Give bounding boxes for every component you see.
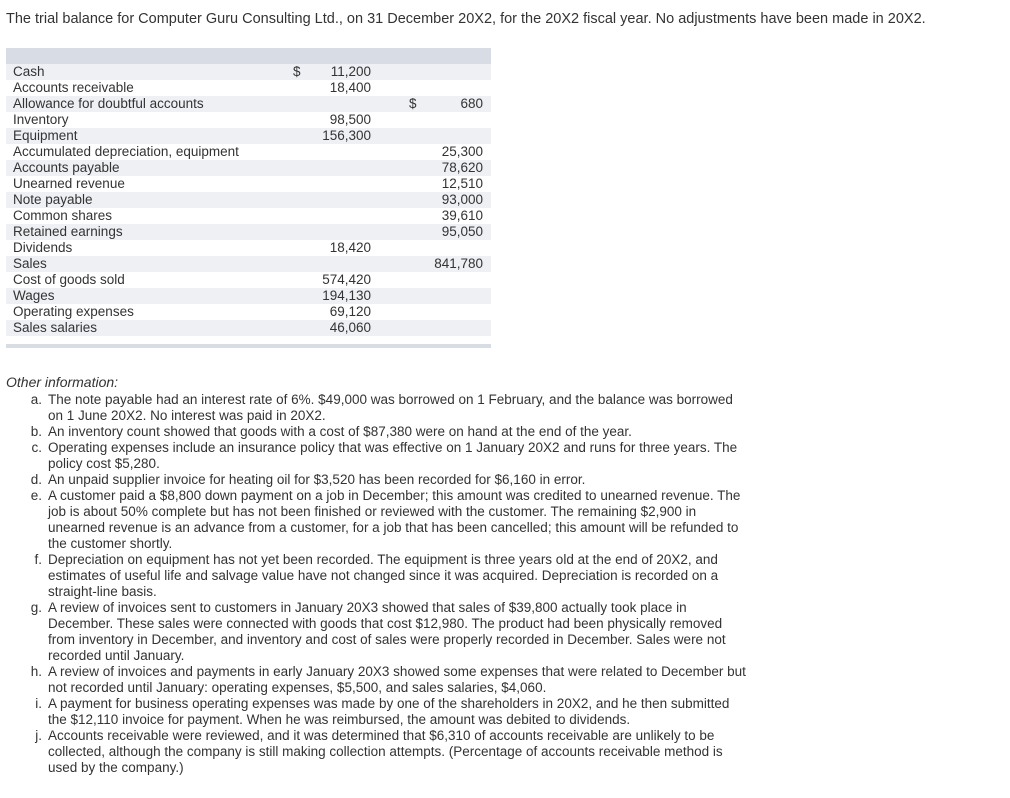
item-marker: f. <box>34 552 42 567</box>
column-gap <box>371 272 409 288</box>
credit-currency-symbol <box>409 112 425 128</box>
debit-amount: 18,420 <box>329 240 371 255</box>
account-name: Common shares <box>13 208 113 223</box>
trial-balance-row <box>6 128 491 144</box>
credit-amount <box>425 80 491 96</box>
column-gap <box>371 320 409 336</box>
item-text: The note payable had an interest rate of 6%. $49,000 was borrowed on 1 February, and the balance was borrowed on 1 June 20X2. No interest was paid in 20X2. <box>48 392 733 423</box>
trial-balance-header-bar <box>6 48 491 64</box>
credit-currency-symbol <box>409 192 425 208</box>
debit-currency-symbol <box>293 144 309 160</box>
credit-currency-symbol <box>409 224 425 240</box>
account-name: Accumulated depreciation, equipment <box>13 144 239 159</box>
trial-balance-row <box>6 80 491 96</box>
debit-amount: 18,400 <box>329 80 371 95</box>
trial-balance <box>6 48 491 336</box>
account-name: Dividends <box>13 240 73 255</box>
credit-amount <box>425 240 491 256</box>
other-information-item <box>30 392 746 424</box>
trial-balance-row <box>6 288 491 304</box>
other-information-item <box>30 664 746 696</box>
other-information-item <box>30 472 746 488</box>
debit-currency-symbol <box>293 288 309 304</box>
item-marker: i. <box>35 696 42 711</box>
trial-balance-table <box>6 64 491 336</box>
other-information-item <box>34 552 746 600</box>
debit-currency-symbol <box>293 160 309 176</box>
debit-amount <box>309 144 371 160</box>
item-text: Accounts receivable were reviewed, and it was determined that $6,310 of accounts receivable are unlikely to be collected, although the company is still making collection attempts. (Percentage of accounts receivable method is used by the company.) <box>48 728 723 775</box>
column-gap <box>371 80 409 96</box>
debit-currency-symbol <box>293 240 309 256</box>
debit-currency-symbol <box>293 112 309 128</box>
debit-amount <box>309 96 371 112</box>
account-name: Operating expenses <box>13 304 134 319</box>
column-gap <box>371 64 409 80</box>
item-text: Operating expenses include an insurance policy that was effective on 1 January 20X2 and runs for three years. The policy cost $5,280. <box>48 440 738 471</box>
debit-currency-symbol <box>293 256 309 272</box>
column-gap <box>371 96 409 112</box>
credit-amount <box>425 288 491 304</box>
trial-balance-row <box>6 320 491 336</box>
credit-amount <box>425 112 491 128</box>
item-marker: d. <box>30 472 42 487</box>
debit-amount: 46,060 <box>309 320 371 336</box>
other-information-item <box>30 600 746 664</box>
trial-balance-row <box>6 112 491 128</box>
trial-balance-row <box>6 96 491 112</box>
credit-currency-symbol <box>409 272 425 288</box>
column-gap <box>371 256 409 272</box>
credit-amount <box>425 128 491 144</box>
item-text: A review of invoices sent to customers in January 20X3 showed that sales of $39,800 actually took place in December. These sales were connected with goods that cost $12,980. The product had been physically removed from inventory in December, and inventory and cost of sales were properly recorded in December. Sales were not recorded until January. <box>48 600 726 663</box>
debit-currency-symbol: $ <box>293 64 309 80</box>
debit-amount <box>309 224 371 240</box>
trial-balance-footer-bar <box>6 344 491 348</box>
other-information-item <box>35 696 746 728</box>
debit-currency-symbol <box>293 176 309 192</box>
trial-balance-row <box>6 144 491 160</box>
account-name: Allowance for doubtful accounts <box>6 96 293 112</box>
credit-currency-symbol <box>409 320 425 336</box>
credit-currency-symbol: $ <box>409 96 425 112</box>
other-information-item <box>35 728 746 776</box>
item-text: An unpaid supplier invoice for heating oil for $3,520 has been recorded for $6,160 in error. <box>48 472 586 487</box>
credit-amount: 39,610 <box>441 208 483 223</box>
account-name: Accounts payable <box>6 160 293 176</box>
other-information-item <box>30 424 746 440</box>
account-name: Unearned revenue <box>13 176 125 191</box>
column-gap <box>371 208 409 224</box>
credit-amount: 78,620 <box>425 160 491 176</box>
item-text: An inventory count showed that goods with a cost of $87,380 were on hand at the end of the year. <box>48 424 632 439</box>
item-text: A payment for business operating expenses was made by one of the shareholders in 20X2, and he then submitted the $12,110 invoice for payment. When he was reimbursed, the amount was debited to dividends. <box>48 696 730 727</box>
debit-currency-symbol <box>293 208 309 224</box>
item-text: A customer paid a $8,800 down payment on a job in December; this amount was credited to unearned revenue. The job is about 50% complete but has not been finished or reviewed with the customer. The remaining $2,900 in unearned revenue is an advance from a customer, for a job that has been cancelled; this amount will be refunded to the customer shortly. <box>48 488 741 551</box>
other-information-list <box>6 392 746 776</box>
item-marker: g. <box>30 600 42 615</box>
account-name: Sales salaries <box>6 320 293 336</box>
column-gap <box>371 192 409 208</box>
credit-currency-symbol <box>409 144 425 160</box>
column-gap <box>371 304 409 320</box>
item-marker: b. <box>30 424 42 439</box>
trial-balance-row <box>6 192 491 208</box>
account-name: Accounts receivable <box>13 80 134 95</box>
credit-currency-symbol <box>409 240 425 256</box>
other-information-item <box>31 440 746 472</box>
account-name: Wages <box>6 288 293 304</box>
trial-balance-row <box>6 240 491 256</box>
credit-currency-symbol <box>409 288 425 304</box>
trial-balance-row <box>6 176 491 192</box>
credit-amount: 841,780 <box>425 256 491 272</box>
other-information-item <box>30 488 746 552</box>
credit-currency-symbol <box>409 80 425 96</box>
trial-balance-row <box>6 64 491 80</box>
debit-amount: 98,500 <box>329 112 371 127</box>
credit-currency-symbol <box>409 176 425 192</box>
column-gap <box>371 144 409 160</box>
account-name: Retained earnings <box>6 224 293 240</box>
credit-amount: 12,510 <box>441 176 483 191</box>
credit-amount <box>425 272 491 288</box>
account-name: Sales <box>6 256 293 272</box>
credit-amount <box>425 64 491 80</box>
debit-currency-symbol <box>293 320 309 336</box>
debit-amount: 156,300 <box>309 128 371 144</box>
debit-amount <box>309 256 371 272</box>
debit-currency-symbol <box>293 272 309 288</box>
credit-amount: 93,000 <box>425 192 491 208</box>
debit-currency-symbol <box>293 224 309 240</box>
debit-amount <box>309 208 371 224</box>
credit-currency-symbol <box>409 64 425 80</box>
credit-currency-symbol <box>409 160 425 176</box>
debit-currency-symbol <box>293 128 309 144</box>
credit-amount <box>425 304 491 320</box>
account-name: Note payable <box>6 192 293 208</box>
column-gap <box>371 176 409 192</box>
column-gap <box>371 240 409 256</box>
trial-balance-row <box>6 304 491 320</box>
credit-amount: 95,050 <box>425 224 491 240</box>
item-marker: c. <box>31 440 42 455</box>
debit-amount: 11,200 <box>309 64 371 80</box>
account-name: Equipment <box>6 128 293 144</box>
item-text: Depreciation on equipment has not yet been recorded. The equipment is three years old at the end of 20X2, and estimates of useful life and salvage value have not changed since it was acquired. Depreciation is recorded on a straight-line basis. <box>48 552 719 599</box>
credit-amount: 680 <box>425 96 491 112</box>
item-marker: e. <box>30 488 42 503</box>
credit-currency-symbol <box>409 208 425 224</box>
debit-amount <box>309 192 371 208</box>
other-information-title: Other information: <box>6 374 119 390</box>
item-text: A review of invoices and payments in early January 20X3 showed some expenses that were related to December but not recorded until January: operating expenses, $5,500, and sales salaries, $4,060. <box>48 664 746 695</box>
debit-amount: 69,120 <box>329 304 371 319</box>
item-marker: a. <box>30 392 42 407</box>
column-gap <box>371 128 409 144</box>
debit-currency-symbol <box>293 192 309 208</box>
trial-balance-row <box>6 256 491 272</box>
credit-currency-symbol <box>409 304 425 320</box>
item-marker: j. <box>35 728 42 743</box>
item-marker: h. <box>30 664 42 679</box>
debit-amount <box>309 176 371 192</box>
account-name: Inventory <box>13 112 69 127</box>
debit-amount: 194,130 <box>309 288 371 304</box>
debit-currency-symbol <box>293 80 309 96</box>
debit-currency-symbol <box>293 96 309 112</box>
trial-balance-row <box>6 272 491 288</box>
column-gap <box>371 224 409 240</box>
account-name: Cost of goods sold <box>13 272 125 287</box>
credit-amount <box>425 320 491 336</box>
trial-balance-row <box>6 224 491 240</box>
debit-amount: 574,420 <box>322 272 371 287</box>
column-gap <box>371 288 409 304</box>
credit-currency-symbol <box>409 256 425 272</box>
problem-intro: The trial balance for Computer Guru Consulting Ltd., on 31 December 20X2, for the 20X2 fiscal year. No adjustments have been made in 20X2. <box>6 11 926 27</box>
other-information <box>6 374 746 776</box>
trial-balance-row <box>6 160 491 176</box>
debit-currency-symbol <box>293 304 309 320</box>
credit-currency-symbol <box>409 128 425 144</box>
credit-amount: 25,300 <box>441 144 483 159</box>
account-name: Cash <box>6 64 293 80</box>
column-gap <box>371 112 409 128</box>
column-gap <box>371 160 409 176</box>
trial-balance-row <box>6 208 491 224</box>
debit-amount <box>309 160 371 176</box>
